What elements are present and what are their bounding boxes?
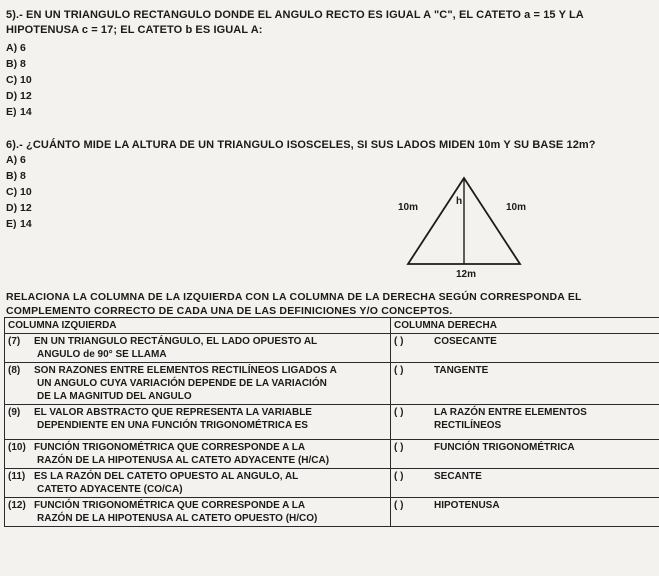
q6-title: 6).- ¿CUÁNTO MIDE LA ALTURA DE UN TRIANGULO ISOSCELES, SI SUS LADOS MIDEN 10m Y SU BASE 12m? [6,139,596,151]
row-definition: FUNCIÓN TRIGONOMÉTRICA QUE CORRESPONDE A LA [34,500,306,511]
row-concept: SECANTE [434,471,482,482]
row-definition-cont: ANGULO de 90° SE LLAMA [37,349,167,360]
q5-option-e[interactable]: E) 14 [6,106,32,118]
row-number: (9) [8,407,21,418]
matching-table-header [5,318,659,334]
table-row [5,334,659,363]
answer-blank[interactable]: ( ) [394,500,404,511]
q6-option-b[interactable]: B) 8 [6,170,26,182]
triangle-height-label: h [456,196,463,207]
row-number: (11) [8,471,26,482]
isosceles-triangle-figure [392,176,552,284]
q6-option-d[interactable]: D) 12 [6,202,32,214]
q6-option-c[interactable]: C) 10 [6,186,32,198]
q5-option-a[interactable]: A) 6 [6,42,26,54]
row-concept: COSECANTE [434,336,497,347]
answer-blank[interactable]: ( ) [394,471,404,482]
row-definition-cont: CATETO ADYACENTE (CO/CA) [37,484,183,495]
row-number: (10) [8,442,26,453]
triangle-right-side-label: 10m [506,202,527,213]
row-concept: TANGENTE [434,365,489,376]
instructions [6,290,654,318]
row-definition: FUNCIÓN TRIGONOMÉTRICA QUE CORRESPONDE A LA [34,442,306,453]
header-right-column: COLUMNA DERECHA [391,318,659,334]
row-concept-cont: RECTILÍNEOS [434,420,502,431]
row-number: (12) [8,500,26,511]
table-row [5,498,659,527]
instructions-line1: RELACIONA LA COLUMNA DE LA IZQUIERDA CON LA COLUMNA DE LA DERECHA SEGÚN CORRESPONDA EL [6,291,582,303]
row-concept: LA RAZÓN ENTRE ELEMENTOS [434,407,587,418]
table-row [5,363,659,405]
row-definition: SON RAZONES ENTRE ELEMENTOS RECTILÍNEOS LIGADOS A [34,365,337,376]
q6-option-e[interactable]: E) 14 [6,218,32,230]
q5-option-b[interactable]: B) 8 [6,58,26,70]
table-row [5,440,659,469]
row-definition: EN UN TRIANGULO RECTÁNGULO, EL LADO OPUESTO AL [34,336,318,347]
answer-blank[interactable]: ( ) [394,336,404,347]
row-concept: HIPOTENUSA [434,500,500,511]
header-left-column: COLUMNA IZQUIERDA [5,318,391,334]
instructions-line2: COMPLEMENTO CORRECTO DE CADA UNA DE LAS DEFINICIONES Y/O CONCEPTOS. [6,305,453,317]
triangle-left-side-label: 10m [398,202,419,213]
q5-line1: 5).- EN UN TRIANGULO RECTANGULO DONDE EL ANGULO RECTO ES IGUAL A "C", EL CATETO a = 15 Y LA [6,9,584,21]
row-number: (7) [8,336,21,347]
matching-table [4,317,659,527]
row-definition: EL VALOR ABSTRACTO QUE REPRESENTA LA VARIABLE [34,407,312,418]
q6-option-a[interactable]: A) 6 [6,154,26,166]
q5-option-c[interactable]: C) 10 [6,74,32,86]
q5-line2: HIPOTENUSA c = 17; EL CATETO b ES IGUAL A: [6,24,263,36]
row-definition-cont: RAZÓN DE LA HIPOTENUSA AL CATETO ADYACENTE (H/CA) [37,455,330,466]
answer-blank[interactable]: ( ) [394,365,404,376]
row-definition-cont: DEPENDIENTE EN UNA FUNCIÓN TRIGONOMÉTRICA ES [37,420,308,431]
row-definition-cont: RAZÓN DE LA HIPOTENUSA AL CATETO OPUESTO (H/CO) [37,513,318,524]
row-concept: FUNCIÓN TRIGONOMÉTRICA [434,442,575,453]
answer-blank[interactable]: ( ) [394,442,404,453]
table-row [5,469,659,498]
row-definition-cont: UN ANGULO CUYA VARIACIÓN DEPENDE DE LA VARIACIÓN [37,378,327,389]
triangle-base-label: 12m [456,269,477,280]
row-number: (8) [8,365,21,376]
row-definition-cont: DE LA MAGNITUD DEL ANGULO [37,391,192,402]
q5-option-d[interactable]: D) 12 [6,90,32,102]
answer-blank[interactable]: ( ) [394,407,404,418]
table-row [5,405,659,440]
row-definition: ES LA RAZÓN DEL CATETO OPUESTO AL ANGULO, AL [34,471,299,482]
